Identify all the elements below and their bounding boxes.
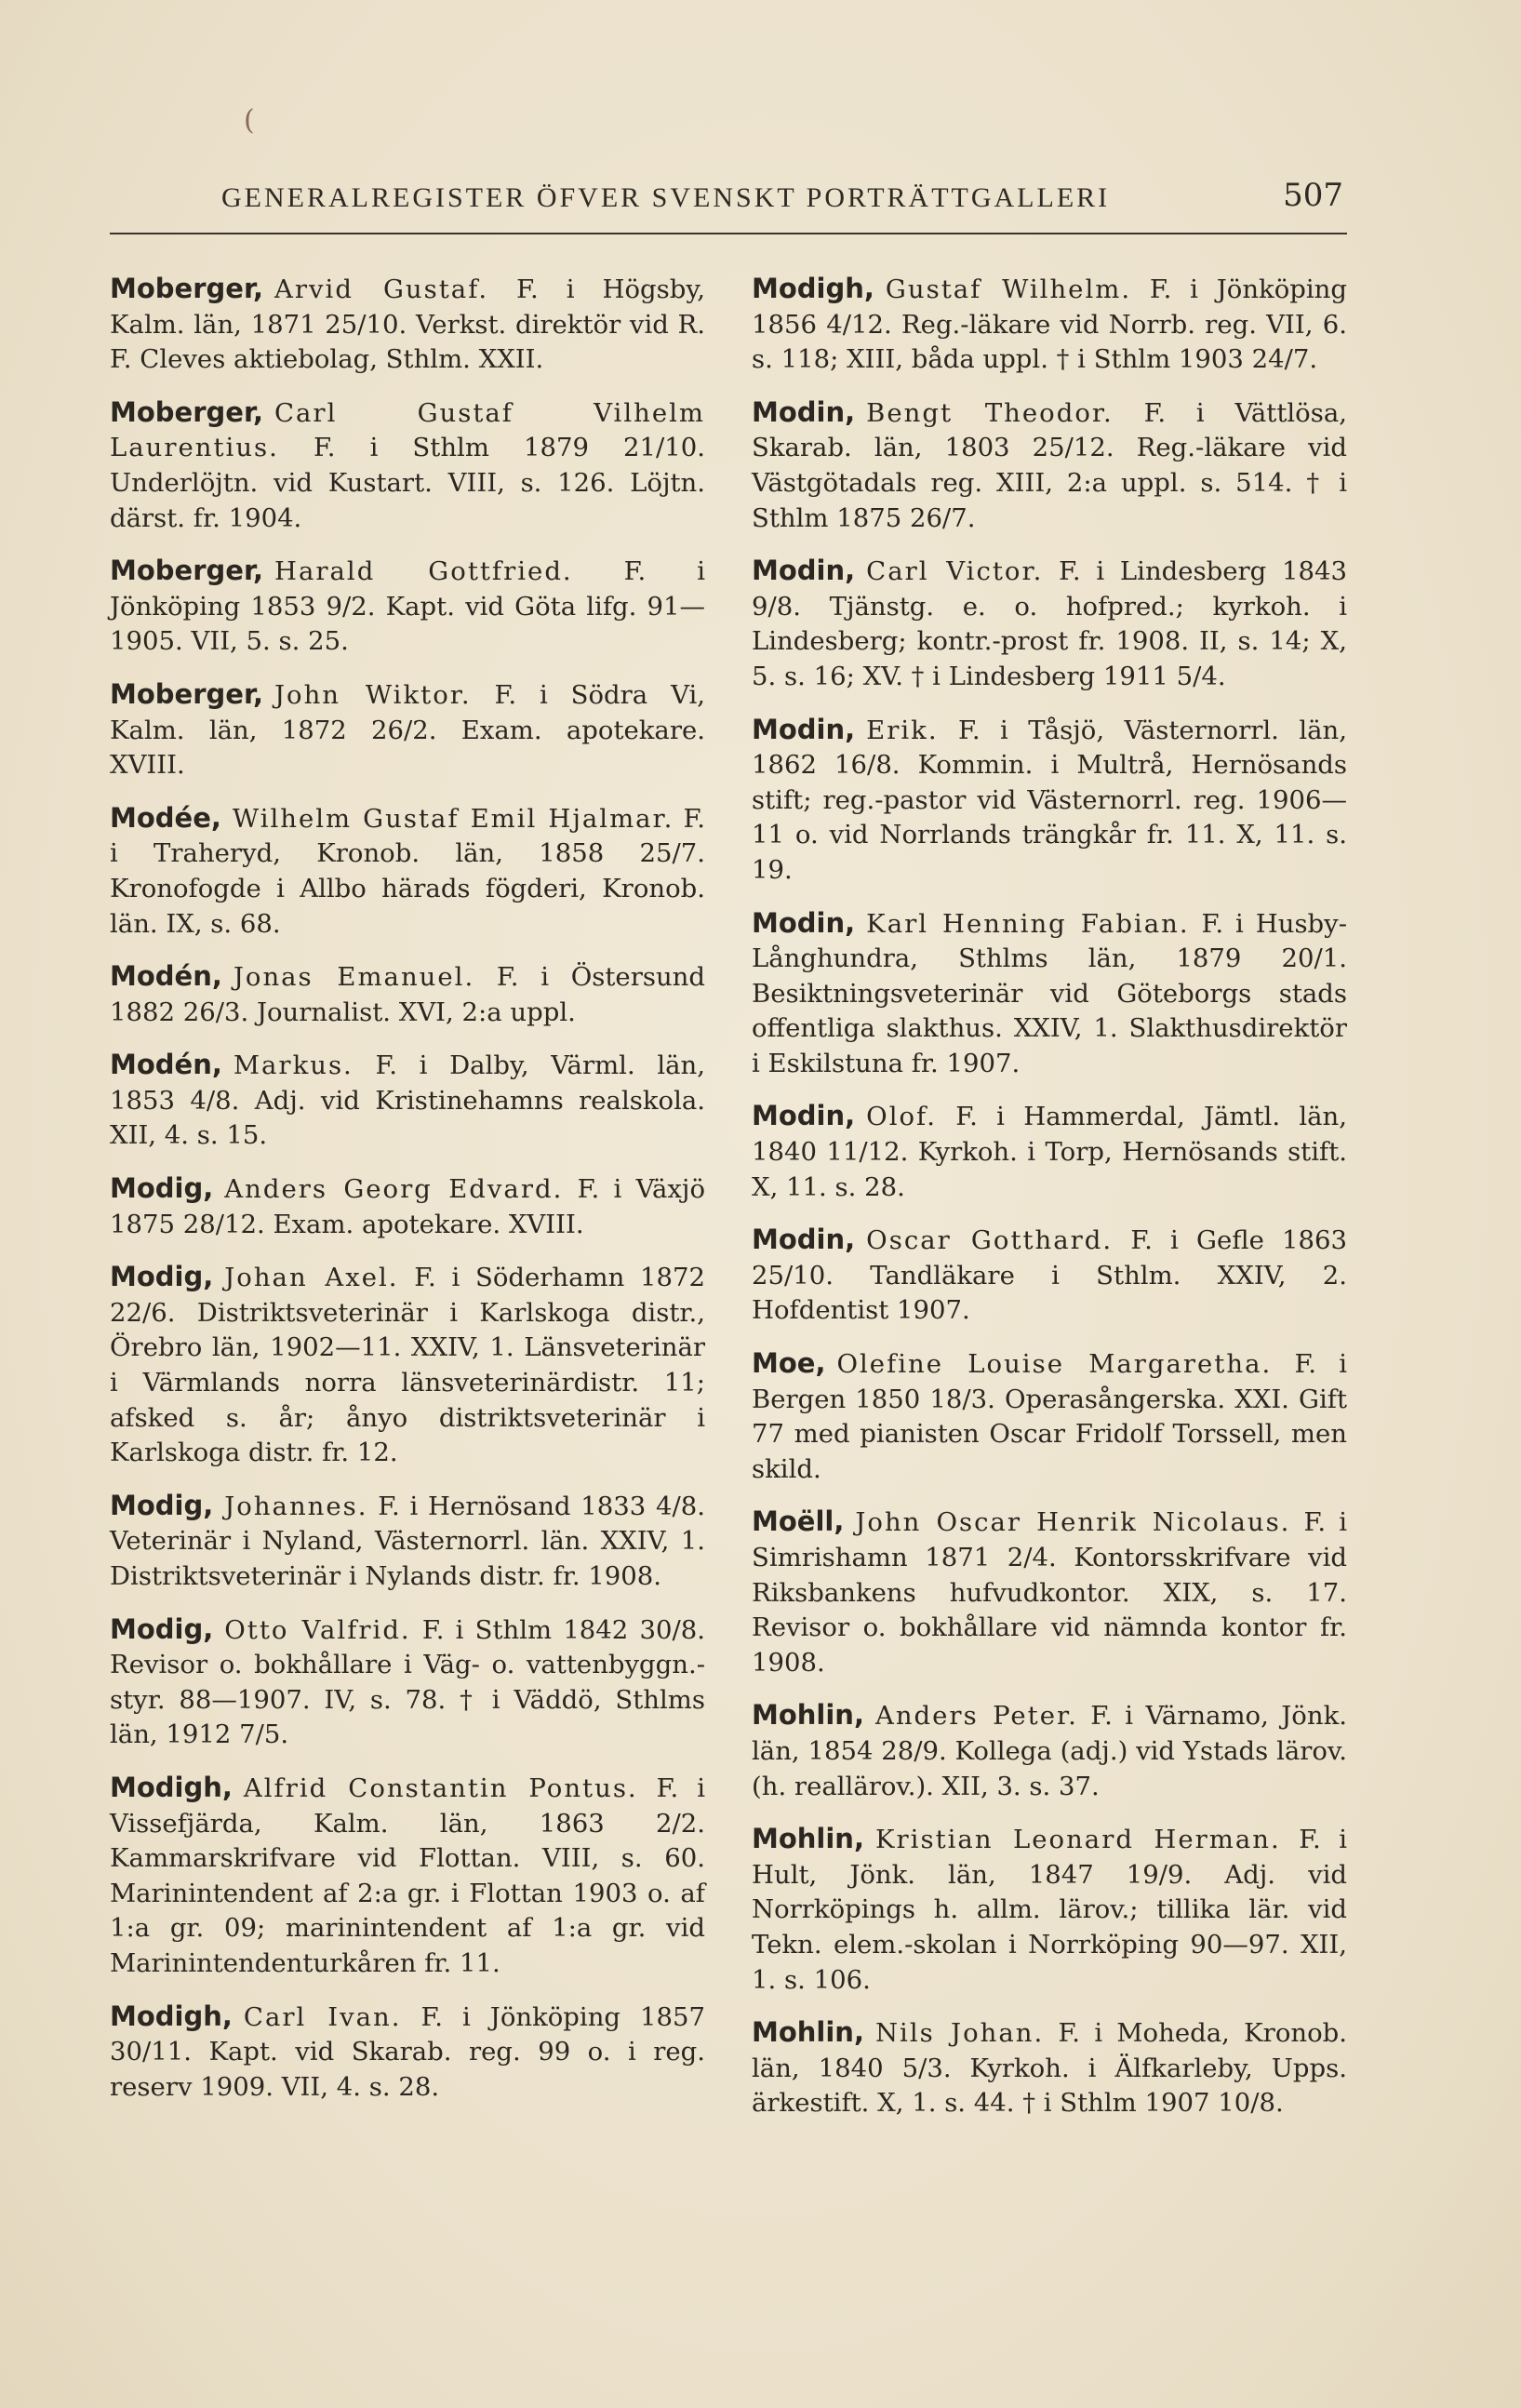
entry-given-names: Wilhelm Gustaf Emil Hjalmar. <box>232 803 674 834</box>
entry-surname: Mohlin, <box>752 1823 864 1855</box>
entry-details: F. i Växjö 1875 28/12. Exam. apotekare. XVIII. <box>110 1174 705 1239</box>
entry-details: F. i Vissefjärda, Kalm. län, 1863 2/2. Kammarskrifvare vid Flottan. VIII, s. 60. Marinintendent af 2:a gr. i Flottan 1903 o. af 1:a gr. 09; marinintendent af 1:a gr. vid Marinintendenturkåren fr. 11. <box>110 1773 705 1978</box>
register-entry <box>752 272 1347 378</box>
entry-details: F. i Östersund 1882 26/3. Journalist. XVI, 2:a uppl. <box>110 962 705 1027</box>
entry-given-names: Carl Victor. <box>866 556 1044 587</box>
entry-given-names: Kristian Leonard Herman. <box>874 1825 1281 1855</box>
entry-surname: Moberger, <box>110 677 263 710</box>
entry-given-names: Harald Gottfried. <box>274 556 573 587</box>
entry-given-names: Erik. <box>866 715 939 745</box>
entry-surname: Modin, <box>752 555 856 587</box>
entry-given-names: Otto Valfrid. <box>224 1614 411 1645</box>
entry-given-names: Jonas Emanuel. <box>233 962 475 993</box>
right-column <box>752 272 1347 2139</box>
entry-given-names: Johannes. <box>224 1491 368 1521</box>
entry-surname: Moberger, <box>110 395 263 428</box>
entry-given-names: Anders Peter. <box>874 1701 1078 1732</box>
register-entry <box>110 801 705 942</box>
entry-details: F. i Dalby, Värml. län, 1853 4/8. Adj. vid Kristinehamns realskola. XII, 4. s. 15. <box>110 1050 705 1151</box>
entry-given-names: Arvid Gustaf. <box>274 274 489 304</box>
entry-surname: Modin, <box>752 906 856 939</box>
entry-given-names: Alfrid Constantin Pontus. <box>243 1773 638 1803</box>
entry-details: F. i Lindesberg 1843 9/8. Tjänstg. e. o. hofpred.; kyrkoh. i Lindesberg; kontr.-prost fr. 1908. II, s. 14; X, 5. s. 16; XV. † i Lindesberg 1911 5/4. <box>752 556 1347 691</box>
entry-surname: Moëll, <box>752 1505 845 1538</box>
entry-given-names: Anders Georg Edvard. <box>224 1174 564 1205</box>
entry-details: F. i Jönköping 1857 30/11. Kapt. vid Skarab. reg. 99 o. i reg. reserv 1909. VII, 4. s. 28. <box>110 2001 705 2102</box>
entry-surname: Moberger, <box>110 555 263 587</box>
entry-details: F. i Jönköping 1856 4/12. Reg.-läkare vid Norrb. reg. VII, 6. s. 118; XIII, båda uppl. † i Sthlm 1903 24/7. <box>752 274 1347 375</box>
entry-surname: Moberger, <box>110 273 263 304</box>
register-entry <box>752 395 1347 536</box>
entry-given-names: John Oscar Henrik Nicolaus. <box>855 1507 1291 1538</box>
left-column <box>110 272 705 2122</box>
entry-surname: Modig, <box>110 1489 214 1521</box>
entry-surname: Modig, <box>110 1261 214 1293</box>
register-entry <box>752 1223 1347 1329</box>
register-entry <box>752 713 1347 889</box>
entry-details: F. i Moheda, Kronob. län, 1840 5/3. Kyrkoh. i Älfkarleby, Upps. ärkestift. X, 1. s. 44. † i Sthlm 1907 10/8. <box>752 2018 1347 2119</box>
entry-given-names: Johan Axel. <box>224 1263 399 1293</box>
entry-details: F. i Tåsjö, Västernorrl. län, 1862 16/8. Kommin. i Multrå, Hernösands stift; reg.-pastor vid Västernorrl. reg. 1906—11 o. vid Norrlands trängkår fr. 11. X, 11. s. 19. <box>752 715 1347 885</box>
register-entry <box>110 1489 705 1595</box>
entry-surname: Modée, <box>110 801 221 834</box>
entry-surname: Modig, <box>110 1172 214 1205</box>
register-entry <box>110 395 705 536</box>
entry-details: F. i Söderhamn 1872 22/6. Distriktsveterinär i Karlskoga distr., Örebro län, 1902—11. XXIV, 1. Länsveterinär i Värmlands norra länsveterinärdistr. 11; afsked s. år; ånyo distriktsveterinär i Karlskoga distr. fr. 12. <box>110 1263 705 1468</box>
entry-details: F. i Högsby, Kalm. län, 1871 25/10. Verkst. direktör vid R. F. Cleves aktiebolag, Sthlm. XXII. <box>110 274 705 375</box>
entry-details: F. i Bergen 1850 18/3. Operasångerska. XXI. Gift 77 med pianisten Oscar Fridolf Torssell, men skild. <box>752 1349 1347 1484</box>
entry-details: F. i Simrishamn 1871 2/4. Kontorsskrifvare vid Riksbankens hufvudkontor. XIX, s. 17. Revisor o. bokhållare vid nämnda kontor fr. 1908. <box>752 1507 1347 1678</box>
register-entry <box>110 2000 705 2106</box>
register-entry <box>110 1171 705 1242</box>
register-entry <box>110 677 705 783</box>
register-entry <box>752 1099 1347 1205</box>
entry-details: F. i Sthlm 1879 21/10. Underlöjtn. vid Kustart. VIII, s. 126. Löjtn. därst. fr. 1904. <box>110 433 705 533</box>
entry-details: F. i Hammerdal, Jämtl. län, 1840 11/12. Kyrkoh. i Torp, Hernösands stift. X, 11. s. 28. <box>752 1102 1347 1202</box>
register-entry <box>752 1822 1347 1998</box>
entry-surname: Mohlin, <box>752 1699 864 1732</box>
entry-surname: Modin, <box>752 1100 856 1132</box>
ink-mark: ( <box>244 104 255 137</box>
entry-given-names: Oscar Gotthard. <box>866 1225 1114 1256</box>
entry-details: F. i Husby-Långhundra, Sthlms län, 1879 20/1. Besiktningsveterinär vid Göteborgs stads offentliga slakthus. XXIV, 1. Slakthusdirektör i Eskilstuna fr. 1907. <box>752 908 1347 1078</box>
entry-details: F. i Traheryd, Kronob. län, 1858 25/7. Kronofogde i Allbo härads fögderi, Kronob. län. IX, s. 68. <box>110 803 705 939</box>
register-entry <box>110 1048 705 1154</box>
entry-given-names: Karl Henning Fabian. <box>866 908 1190 939</box>
entry-given-names: Carl Ivan. <box>243 2001 402 2032</box>
entry-given-names: Olof. <box>866 1102 937 1132</box>
entry-details: F. i Jönköping 1853 9/2. Kapt. vid Göta lifg. 91—1905. VII, 5. s. 25. <box>110 556 705 657</box>
register-entry <box>752 1346 1347 1487</box>
entry-surname: Modigh, <box>110 1771 233 1803</box>
register-entry <box>110 1771 705 1982</box>
entry-given-names: Markus. <box>233 1050 354 1081</box>
header-title: GENERALREGISTER ÖFVER SVENSKT PORTRÄTTGALLERI <box>221 182 1111 213</box>
entry-details: F. i Södra Vi, Kalm. län, 1872 26/2. Exam. apotekare. XVIII. <box>110 679 706 781</box>
register-entry <box>110 554 705 660</box>
entry-given-names: Bengt Theodor. <box>866 397 1114 428</box>
entry-details: F. i Vättlösa, Skarab. län, 1803 25/12. Reg.-läkare vid Västgötadals reg. XIII, 2:a uppl. s. 514. † i Sthlm 1875 26/7. <box>752 397 1347 533</box>
entry-given-names: John Wiktor. <box>274 679 472 710</box>
register-entry <box>752 2015 1347 2121</box>
register-entry <box>110 959 705 1030</box>
entry-given-names: Gustaf Wilhelm. <box>885 274 1132 304</box>
entry-details: F. i Hernösand 1833 4/8. Veterinär i Nyland, Västernorrl. län. XXIV, 1. Distriktsveterinär i Nylands distr. fr. 1908. <box>110 1491 705 1591</box>
register-entry <box>752 1505 1347 1680</box>
entry-surname: Modigh, <box>110 2000 233 2032</box>
running-header <box>110 177 1347 234</box>
entry-details: F. i Sthlm 1842 30/8. Revisor o. bokhållare i Väg- o. vattenbyggn.-styr. 88—1907. IV, s. 78. † i Väddö, Sthlms län, 1912 7/5. <box>110 1614 705 1750</box>
page-number: 507 <box>1283 177 1343 214</box>
entry-surname: Mohlin, <box>752 2016 864 2049</box>
register-entry <box>110 272 705 378</box>
entry-surname: Modén, <box>110 1049 222 1081</box>
entry-surname: Modin, <box>752 395 856 428</box>
register-entry <box>752 1698 1347 1804</box>
register-entry <box>752 906 1347 1082</box>
entry-surname: Modig, <box>110 1612 214 1645</box>
entry-surname: Modén, <box>110 960 222 993</box>
entry-given-names: Nils Johan. <box>874 2018 1045 2049</box>
entry-surname: Modin, <box>752 713 856 745</box>
register-entry <box>110 1260 705 1471</box>
entry-surname: Modin, <box>752 1224 856 1256</box>
entry-given-names: Olefine Louise Margaretha. <box>836 1349 1273 1380</box>
entry-details: F. i Värnamo, Jönk. län, 1854 28/9. Kollega (adj.) vid Ystads lärov. (h. reallärov.). XII, 3. s. 37. <box>752 1701 1347 1801</box>
register-entry <box>110 1612 705 1753</box>
entry-surname: Modigh, <box>752 273 874 304</box>
entry-details: F. i Hult, Jönk. län, 1847 19/9. Adj. vid Norrköpings h. allm. lärov.; tillika lär. vid Tekn. elem.-skolan i Norrköping 90—97. XII, 1. s. 106. <box>752 1825 1347 1995</box>
entry-given-names: Carl Gustaf Vilhelm Laurentius. <box>110 397 705 463</box>
entry-surname: Moe, <box>752 1347 826 1380</box>
entry-details: F. i Gefle 1863 25/10. Tandläkare i Sthlm. XXIV, 2. Hofdentist 1907. <box>752 1225 1347 1326</box>
register-entry <box>752 554 1347 694</box>
